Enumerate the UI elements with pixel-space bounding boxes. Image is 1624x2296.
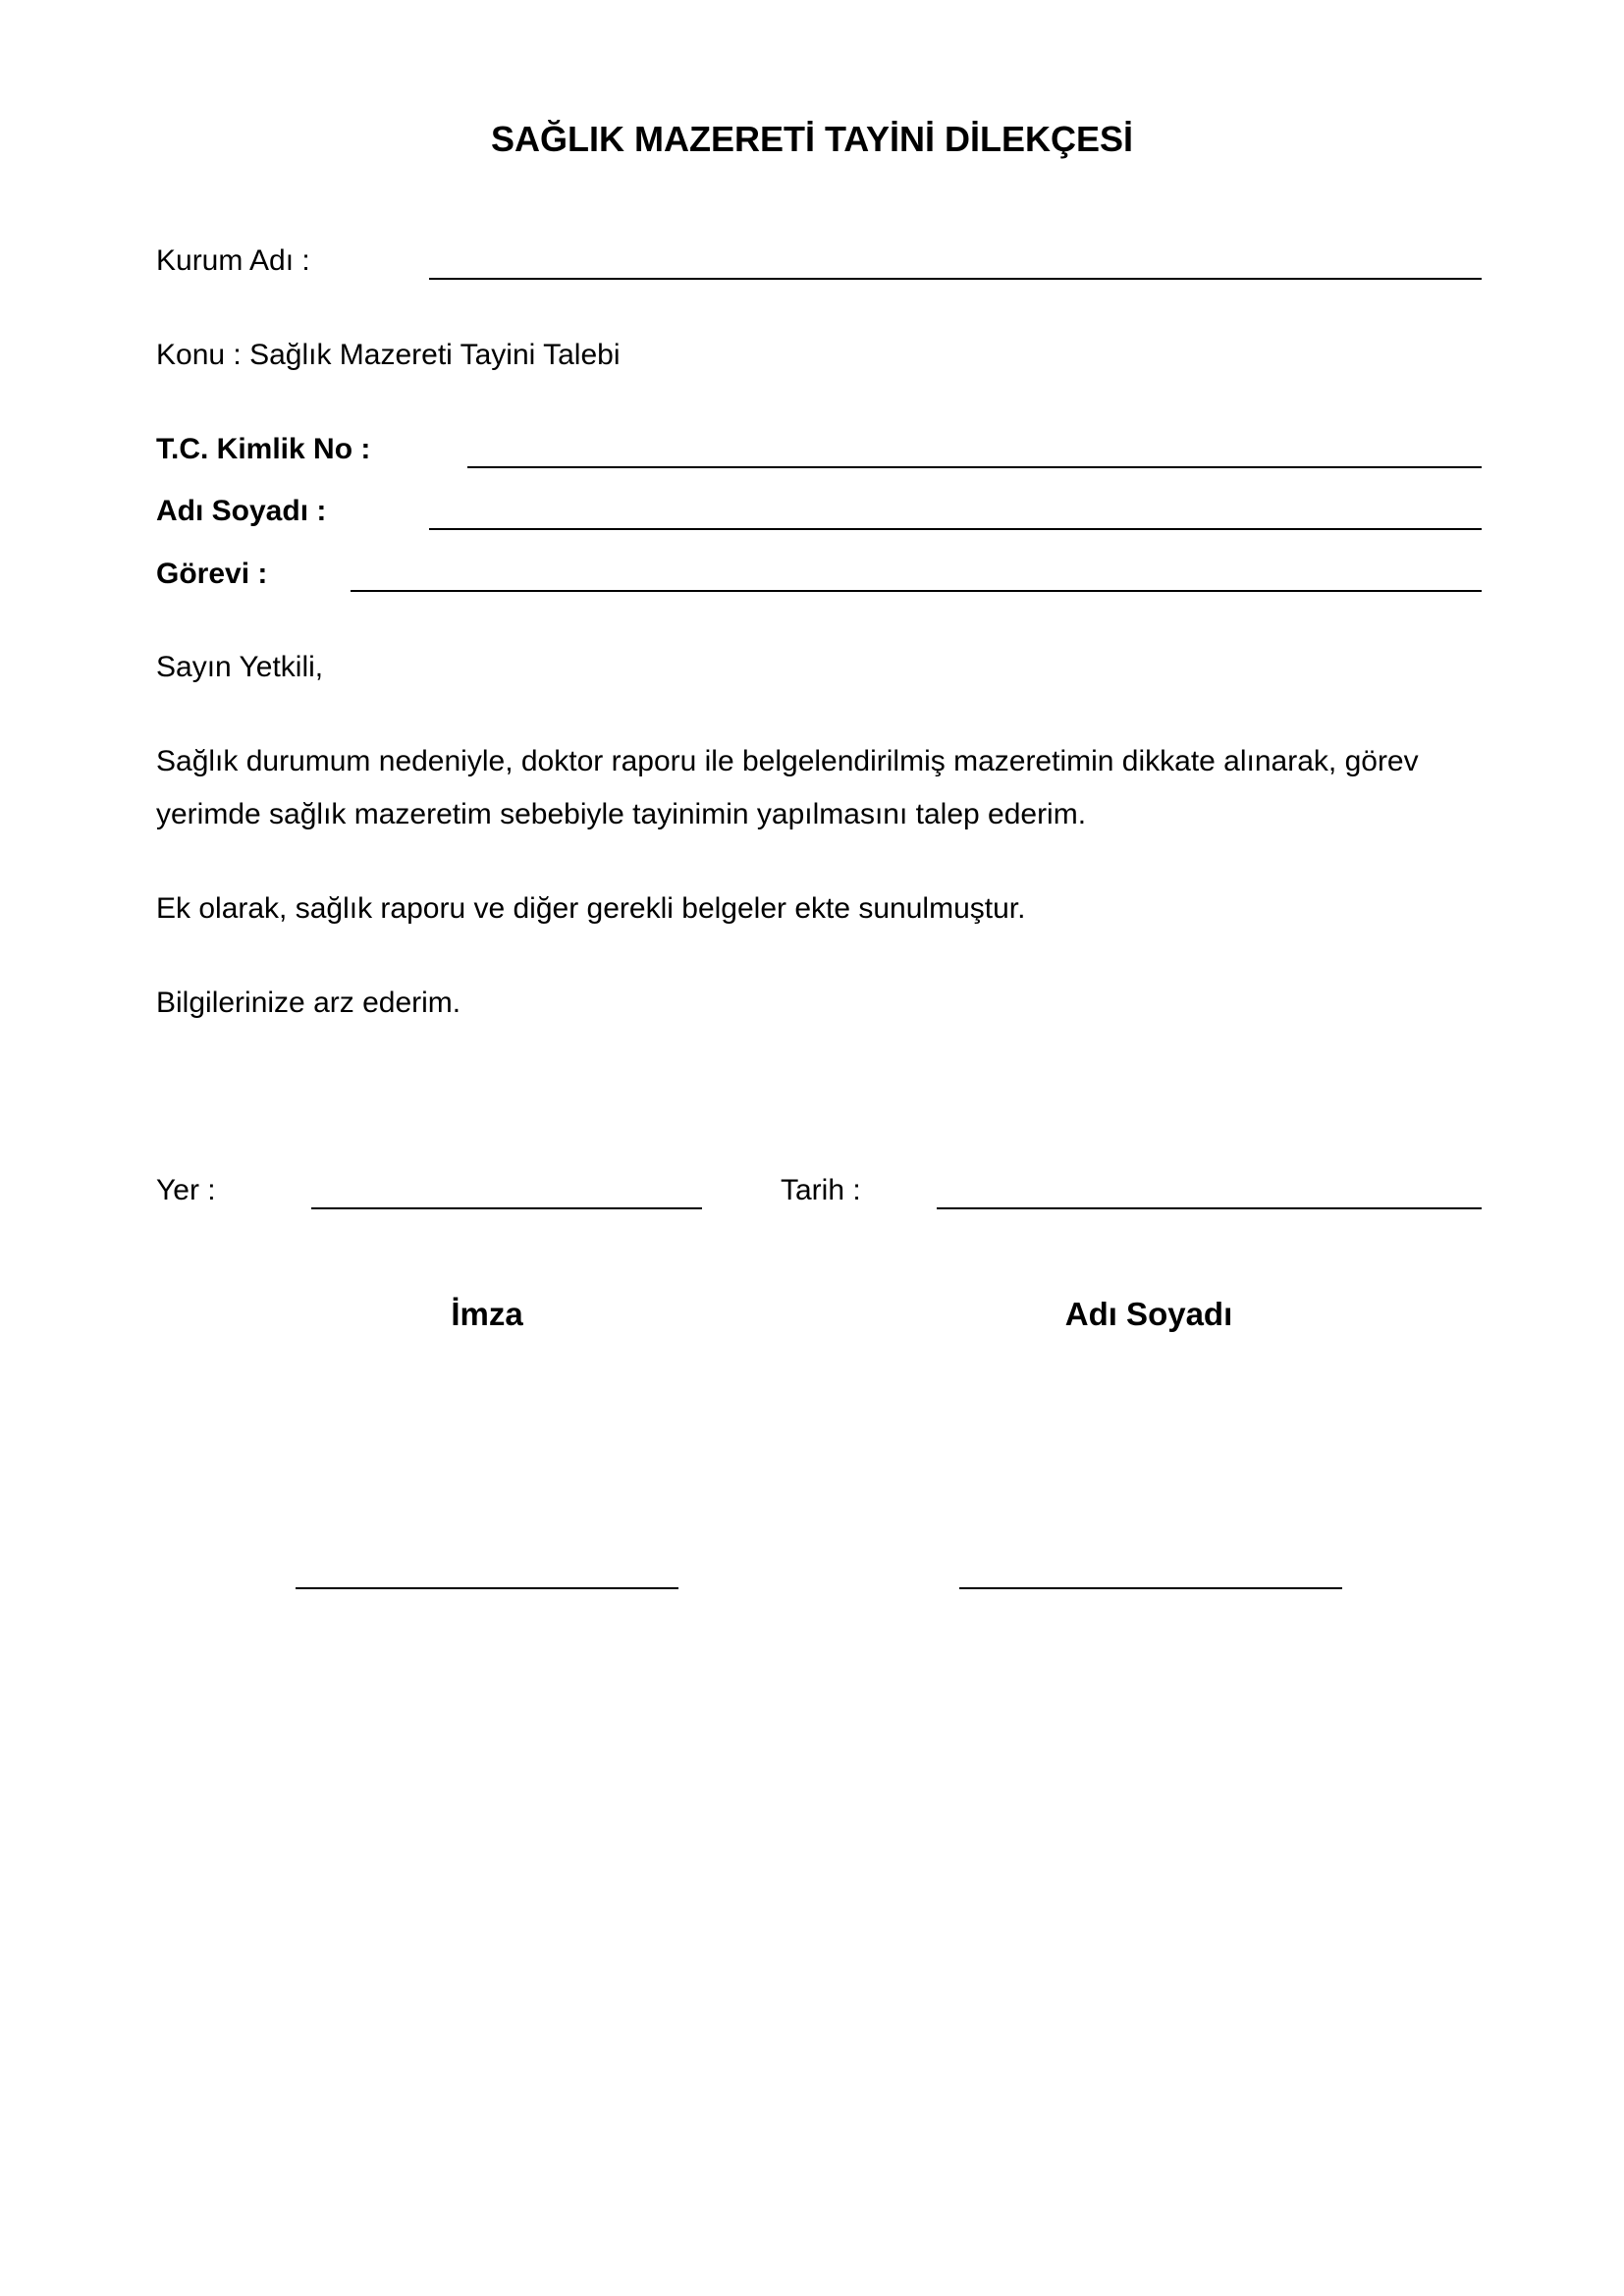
signature-label: İmza: [451, 1296, 523, 1332]
salutation: Sayın Yetkili,: [156, 651, 324, 683]
document-title: SAĞLIK MAZERETİ TAYİNİ DİLEKÇESİ: [490, 119, 1134, 159]
date-fill-line[interactable]: [937, 1207, 1482, 1209]
duty-label: Görevi :: [156, 558, 268, 590]
closing-line: Bilgilerinize arz ederim.: [156, 987, 461, 1019]
tc-no-fill-line[interactable]: [467, 466, 1482, 468]
body-paragraph-line-1: Sağlık durumum nedeniyle, doktor raporu ile belgelendirilmiş mazeretimin dikkate alınarak, görev: [156, 745, 1419, 777]
place-label: Yer :: [156, 1174, 216, 1206]
name-label: Adı Soyadı :: [156, 495, 327, 527]
body-paragraph-line-2: yerimde sağlık mazeretim sebebiyle tayinimin yapılmasını talep ederim.: [156, 798, 1087, 830]
institution-fill-line[interactable]: [429, 278, 1482, 280]
tc-no-label: T.C. Kimlik No :: [156, 433, 371, 465]
signature-name-fill-line[interactable]: [959, 1587, 1342, 1589]
signature-fill-line[interactable]: [296, 1587, 678, 1589]
date-label: Tarih :: [781, 1174, 861, 1206]
institution-label: Kurum Adı :: [156, 244, 310, 277]
place-fill-line[interactable]: [311, 1207, 702, 1209]
subject-line: Konu : Sağlık Mazereti Tayini Talebi: [156, 339, 621, 371]
signature-name-label: Adı Soyadı: [1064, 1296, 1233, 1332]
attachments-paragraph: Ek olarak, sağlık raporu ve diğer gerekli belgeler ekte sunulmuştur.: [156, 892, 1026, 925]
name-fill-line[interactable]: [429, 528, 1482, 530]
duty-fill-line[interactable]: [351, 590, 1482, 592]
